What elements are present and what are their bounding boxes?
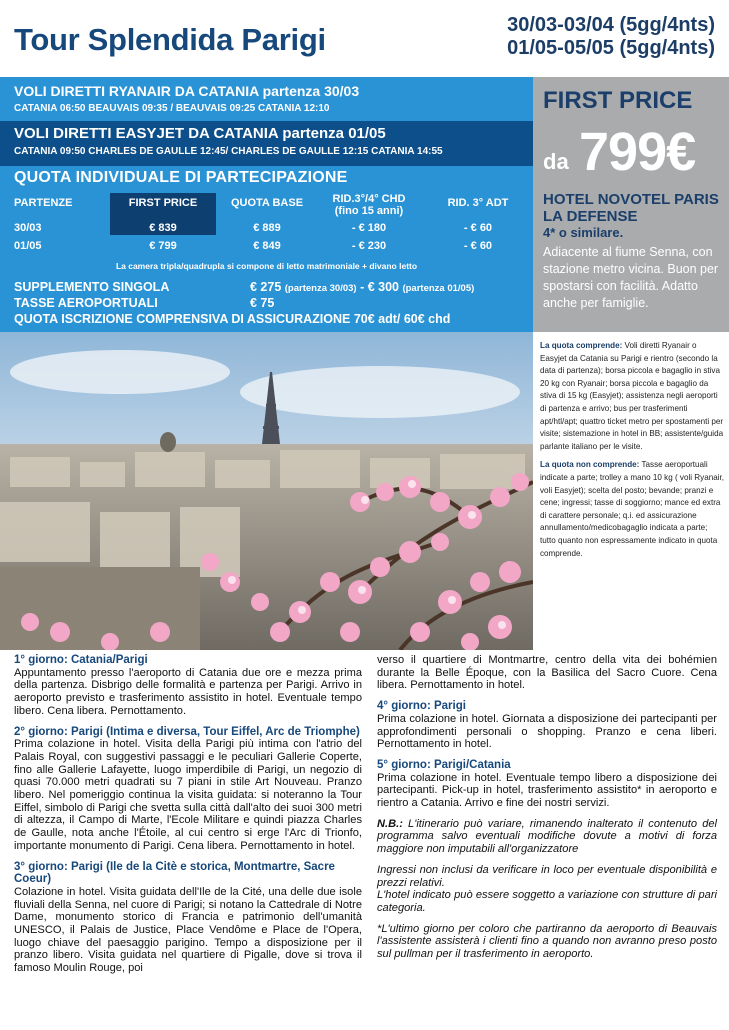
supplemento-value-1: € 275 bbox=[250, 280, 282, 294]
inclusions-column bbox=[540, 340, 724, 566]
supplemento-value-2: - € 300 bbox=[360, 280, 399, 294]
tasse-label: TASSE AEROPORTUALI bbox=[14, 296, 158, 310]
program-column-left bbox=[14, 654, 362, 983]
col-rid-chd: RID.3°/4° CHD (fino 15 anni) bbox=[332, 193, 406, 217]
paris-skyline-image bbox=[0, 332, 533, 650]
price-value: 799€ bbox=[579, 122, 696, 182]
room-note: La camera tripla/quadrupla si compone di letto matrimoniale + divano letto bbox=[115, 261, 418, 271]
col-quota-base: QUOTA BASE bbox=[230, 197, 304, 209]
hotel-note: L'hotel indicato può essere soggetto a variazione con strutture di pari categoria. bbox=[377, 889, 717, 914]
cell-rid-adt: - € 60 bbox=[463, 240, 493, 252]
hotel-name: HOTEL NOVOTEL PARIS LA DEFENSE bbox=[543, 191, 719, 225]
cell-partenza: 30/03 bbox=[14, 222, 42, 234]
day-5-title: 5° giorno: Parigi/Catania bbox=[377, 758, 511, 771]
supplemento-date-2: (partenza 01/05) bbox=[402, 283, 475, 294]
quota-comprende bbox=[540, 340, 724, 453]
non-comprende-text: Tasse aeroportuali indicate a parte; trolley a mano 10 kg ( voli Ryanair, voli Easyjet); scelta del posto; bevande; pranzi e cene; ingressi; tasse di soggiorno; mance ed extra di carattere personale; q.i. ed assicurazione annullamento/medicobagaglio indicata a parte; tutto quanto non espressamente indicato in quota comprende. bbox=[540, 460, 725, 558]
supplemento-label: SUPPLEMENTO SINGOLA bbox=[14, 280, 170, 294]
day-3-text: Colazione in hotel. Visita guidata dell'Ile de la Cité, una delle due isole fluviali della Senna, nel cuore di Parigi; si notano la Cattedrale di Notre Dame, monumento storico di Francia e patrimonio dell'umanità UNESCO, il Palais de Justice, Place Vendôme e Place de l'Opera, luogo chiave del paesaggio parigino. Tempo a disposizione per il pranzo libero. Visita guidata nel quartiere di Pigalle, dove si trova il famoso Moulin Rouge, poi bbox=[14, 885, 362, 975]
cell-rid-adt: - € 60 bbox=[463, 222, 493, 234]
nb-label: N.B.: bbox=[377, 817, 403, 830]
ryanair-flight-block bbox=[0, 77, 533, 119]
non-comprende-label: La quota non comprende: bbox=[540, 460, 640, 470]
cell-first-price: € 799 bbox=[149, 240, 177, 252]
cell-quota-base: € 849 bbox=[253, 240, 281, 252]
cell-rid-chd: - € 180 bbox=[351, 222, 387, 234]
paris-photo bbox=[0, 332, 533, 650]
day-4-title: 4° giorno: Parigi bbox=[377, 700, 466, 713]
first-price-label: FIRST PRICE bbox=[543, 87, 693, 114]
supplemento-date-1: (partenza 30/03) bbox=[284, 283, 357, 294]
table-row bbox=[0, 240, 533, 258]
easyjet-times: CATANIA 09:50 CHARLES DE GAULLE 12:45/ CHARLES DE GAULLE 12:15 CATANIA 14:55 bbox=[14, 146, 443, 157]
day-5-text: Prima colazione in hotel. Eventuale tempo libero a disposizione dei partecipanti. Pick-up in hotel, trasferimento assistito* in aeroporto e rientro a Catania. Arrivo e fine dei nostri servizi. bbox=[377, 771, 717, 810]
ryanair-times: CATANIA 06:50 BEAUVAIS 09:35 / BEAUVAIS 09:25 CATANIA 12:10 bbox=[14, 103, 330, 114]
price-prefix: da bbox=[543, 149, 569, 174]
table-header bbox=[0, 193, 533, 223]
day-1-text: Appuntamento presso l'aeroporto di Catania due ore e mezza prima della partenza. Disbrigo delle formalità e partenza per Parigi. Arrivo in aeroporto previsto e trasferimento assistito in hotel. Eventuale tempo libero. Cena libera. Pernottamento. bbox=[14, 666, 362, 717]
cell-rid-chd: - € 230 bbox=[351, 240, 387, 252]
tasse-aeroportuali bbox=[14, 296, 275, 310]
date-range-2: 01/05-05/05 (5gg/4nts) bbox=[507, 37, 715, 59]
day-3-title: 3° giorno: Parigi (Ile de la Citè e storica, Montmartre, Sacre Coeur) bbox=[14, 860, 335, 886]
col-first-price: FIRST PRICE bbox=[128, 197, 198, 209]
quota-heading: QUOTA INDIVIDUALE DI PARTECIPAZIONE bbox=[14, 169, 348, 186]
day-1-title: 1° giorno: Catania/Parigi bbox=[14, 654, 148, 666]
program-column-right bbox=[377, 654, 717, 969]
hotel-stars: 4* o similare. bbox=[543, 225, 624, 240]
ryanair-title: VOLI DIRETTI RYANAIR DA CATANIA partenza 30/03 bbox=[14, 83, 360, 99]
comprende-label: La quota comprende: bbox=[540, 341, 623, 350]
cell-partenza: 01/05 bbox=[14, 240, 42, 252]
nb-note bbox=[377, 818, 717, 856]
cell-first-price: € 839 bbox=[149, 222, 177, 234]
table-row bbox=[0, 222, 533, 240]
easyjet-flight-block bbox=[0, 121, 533, 166]
day-2-text: Prima colazione in hotel. Visita della Parigi più intima con l'atrio del Palais Royal, con suggestivi passaggi e le peculiari Gallerie Coperte, fino alle Gallerie Lafayette, luogo imperdibile di Parigi, un negozio di quasi 70.000 metri quadrati su 7 piani in stile Art Nouveau. Pranzo libero. Nel pomeriggio continua la visita guidata: si noteranno la Tour Eiffel, simbolo di Parigi che svetta sulla città dall'alto dei suoi 300 metri di altezza, il Campo di Marte, l'Ecole Militare e quindi piazza Charles de Gaulle, nota anche l'Étoile, al cui centro si erge l'Arc di Trionfo, importante monumento di Parigi. Cena libera. Pernottamento in hotel. bbox=[14, 738, 362, 852]
last-day-note: *L'ultimo giorno per coloro che partiranno da aeroporto di Beauvais l'assistente assisterà i clienti fino a quando non avranno preso posto sul pullman per il trasferimento in aeroporto. bbox=[377, 922, 717, 961]
supplemento-values bbox=[250, 280, 474, 294]
info-panel bbox=[0, 77, 533, 332]
date-range-1: 30/03-03/04 (5gg/4nts) bbox=[507, 14, 715, 36]
tour-dates bbox=[507, 14, 715, 60]
easyjet-title: VOLI DIRETTI EASYJET DA CATANIA partenza 01/05 bbox=[14, 125, 386, 142]
supplemento-singola bbox=[14, 280, 475, 294]
quota-iscrizione: QUOTA ISCRIZIONE COMPRENSIVA DI ASSICURAZIONE 70€ adt/ 60€ chd bbox=[14, 312, 451, 326]
col-rid-adt: RID. 3° ADT bbox=[447, 197, 509, 209]
day-3-continued: verso il quartiere di Montmartre, centro della vita dei bohémien durante la Belle Époque, con la Basilica del Sacro Cuore. Cena libera. Pernottamento in hotel. bbox=[377, 654, 717, 692]
col-partenze: PARTENZE bbox=[14, 197, 73, 209]
cell-quota-base: € 889 bbox=[253, 222, 281, 234]
ingressi-note: Ingressi non inclusi da verificare in loco per eventuale disponibilità e prezzi relativi. bbox=[377, 863, 717, 889]
nb-text: L'itinerario può variare, rimanendo inalterato il contenuto del programma salvo eventuali modifiche dovute a motivi di forza maggiore non imputabili all'organizzatore bbox=[377, 817, 717, 856]
day-4-text: Prima colazione in hotel. Giornata a disposizione dei partecipanti per approfondimenti personali o shopping. Pranzo e cena liberi. Pernottamento in hotel. bbox=[377, 712, 717, 751]
comprende-text: Voli diretti Ryanair o Easyjet da Catania su Parigi e rientro (secondo la data di partenza); borsa piccola e bagaglio in stiva 20 kg con Ryanair; borsa piccola e bagaglio da stiva di 15 kg (Easyjet); assistenza negli aeroporti di partenza e arrivo; bus per trasferimenti apt/htl/apt; quattro ticket metro per spostamenti per visite; sistemazione in hotel in BB; assistente/guida parlante italiano per le visite. bbox=[540, 341, 724, 451]
tasse-value: € 75 bbox=[250, 296, 275, 310]
hotel-description: Adiacente al fiume Senna, con stazione metro vicina. Buon per spostarsi con facilità. Adatto anche per famiglie. bbox=[543, 245, 719, 310]
page-title: Tour Splendida Parigi bbox=[14, 22, 326, 57]
quota-non-comprende bbox=[540, 459, 724, 560]
hotel-info bbox=[533, 185, 729, 318]
day-2-title: 2° giorno: Parigi (Intima e diversa, Tour Eiffel, Arc de Triomphe) bbox=[14, 725, 360, 738]
